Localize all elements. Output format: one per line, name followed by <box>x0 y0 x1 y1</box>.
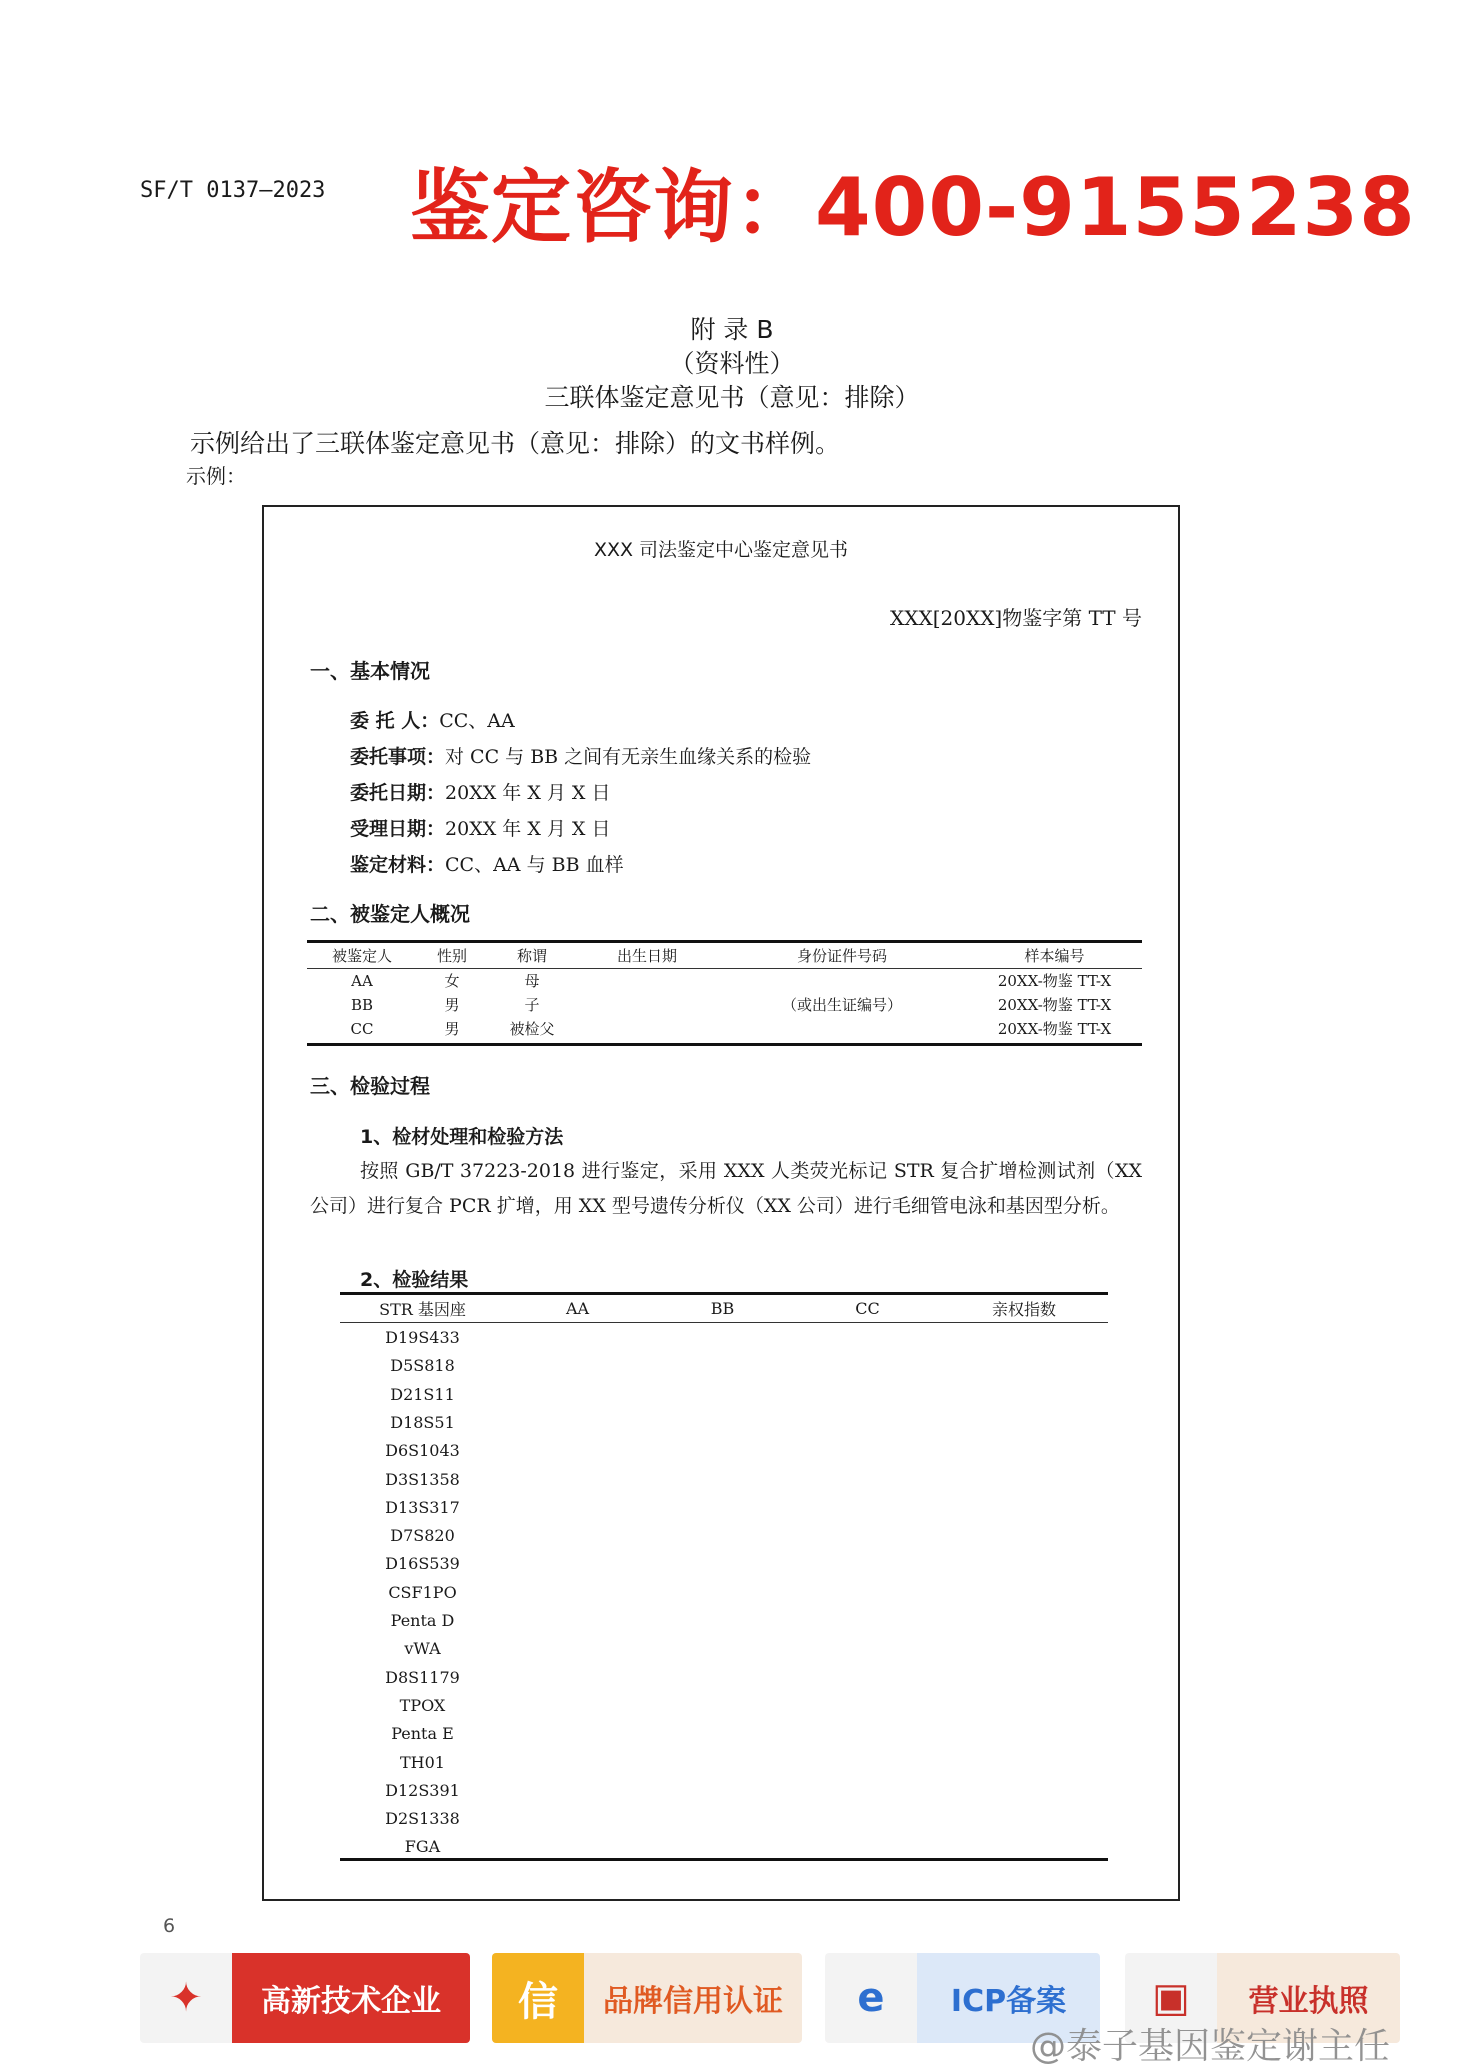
appendix-subtitle: 三联体鉴定意见书（意见：排除） <box>544 383 920 412</box>
str-locus: D18S51 <box>390 1412 455 1432</box>
field-label: 受理日期： <box>350 818 446 840</box>
field-value: 20XX 年 X 月 X 日 <box>445 818 611 840</box>
field-label: 委 托 人： <box>350 710 440 732</box>
str-table-header: 亲权指数 <box>940 1295 1108 1323</box>
basic-info-field <box>350 814 611 841</box>
str-locus: Penta E <box>391 1724 454 1744</box>
str-locus: D12S391 <box>385 1780 460 1800</box>
str-locus: D6S1043 <box>385 1441 460 1461</box>
badge-icon: ▣ <box>1125 1953 1217 2043</box>
field-value: 对 CC 与 BB 之间有无亲生血缘关系的检验 <box>445 746 812 768</box>
table-cell <box>717 969 967 994</box>
field-label: 委托事项： <box>350 746 446 768</box>
table-cell: 20XX-物鉴 TT-X <box>997 972 1112 990</box>
section-process: 三、检验过程 <box>310 1074 430 1098</box>
section-basic-info: 一、基本情况 <box>310 659 430 683</box>
str-table-header: STR 基因座 <box>340 1295 505 1323</box>
person-table-header: 性别 <box>417 943 487 969</box>
badge-label: 高新技术企业 <box>232 1953 470 2043</box>
table-cell: 男 <box>444 1020 460 1038</box>
doc-title: XXX 司法鉴定中心鉴定意见书 <box>593 539 849 561</box>
str-locus: D3S1358 <box>385 1469 460 1489</box>
example-label: 示例： <box>186 464 246 488</box>
section-persons: 二、被鉴定人概况 <box>310 902 470 926</box>
person-table-header: 身份证件号码 <box>717 943 967 969</box>
field-value: 20XX 年 X 月 X 日 <box>445 782 611 804</box>
table-cell: AA <box>351 972 373 990</box>
str-table-header: AA <box>505 1295 650 1323</box>
table-cell: 20XX-物鉴 TT-X <box>997 1020 1112 1038</box>
method-paragraph: 按照 GB/T 37223-2018 进行鉴定，采用 XXX 人类荧光标记 STR 复合扩增检测试剂（XX 公司）进行复合 PCR 扩增，用 XX 型号遗传分析仪（XX 公司）进行毛细管电泳和基因型分析。 <box>310 1160 1142 1217</box>
str-locus: D19S433 <box>385 1328 460 1347</box>
table-cell <box>717 1017 967 1041</box>
table-cell: （或出生证编号） <box>781 996 902 1014</box>
table-cell: 子 <box>524 996 540 1014</box>
basic-info-field <box>350 742 811 769</box>
table-cell: BB <box>350 996 374 1014</box>
field-label: 鉴定材料： <box>350 854 446 876</box>
str-locus: TPOX <box>399 1695 446 1715</box>
basic-info-field <box>350 706 515 733</box>
table-cell: 被检父 <box>509 1020 555 1038</box>
basic-info-field <box>350 850 624 877</box>
weibo-watermark: @泰子基因鉴定谢主任 <box>1030 2026 1391 2067</box>
table-bottom-rule <box>307 1043 1142 1046</box>
sub-result: 2、检验结果 <box>360 1269 469 1291</box>
str-locus: D7S820 <box>390 1526 455 1546</box>
appendix-title: 附 录 B <box>690 315 774 344</box>
str-table-header: CC <box>795 1295 940 1323</box>
str-locus: D13S317 <box>385 1497 460 1517</box>
consult-banner: 鉴定咨询：400-9155238 <box>410 161 1416 254</box>
field-value: CC、AA <box>439 710 515 732</box>
str-locus: D5S818 <box>390 1356 455 1376</box>
badge-label: 品牌信用认证 <box>584 1953 802 2043</box>
person-table-header: 出生日期 <box>577 943 717 969</box>
badge-icon: 信 <box>492 1953 584 2043</box>
table-row <box>307 969 1142 994</box>
str-locus: D21S11 <box>390 1384 455 1404</box>
page-number: 6 <box>163 1915 176 1937</box>
certification-badge <box>140 1953 470 2043</box>
badge-icon: ✦ <box>140 1953 232 2043</box>
table-row <box>307 993 1142 1017</box>
table-cell <box>577 969 717 994</box>
str-locus: Penta D <box>390 1611 455 1630</box>
field-value: CC、AA 与 BB 血样 <box>445 854 624 876</box>
person-table-header: 被鉴定人 <box>307 943 417 969</box>
person-table <box>307 943 1142 1041</box>
badge-icon: e <box>825 1953 917 2043</box>
table-cell <box>577 1017 717 1041</box>
certification-badge <box>492 1953 802 2043</box>
person-table-header: 样本编号 <box>967 943 1142 969</box>
table-row <box>307 1017 1142 1041</box>
table-cell: 男 <box>444 996 460 1014</box>
str-table <box>340 1295 1108 1323</box>
appendix-nature: （资料性） <box>669 349 795 378</box>
str-table-header: BB <box>650 1295 795 1323</box>
intro-text: 示例给出了三联体鉴定意见书（意见：排除）的文书样例。 <box>190 429 841 458</box>
str-locus: TH01 <box>400 1752 445 1772</box>
standard-number: SF/T 0137—2023 <box>140 178 326 203</box>
str-locus: FGA <box>404 1837 441 1857</box>
badge-label: ICP备案 <box>917 1953 1100 2043</box>
str-locus: CSF1PO <box>388 1582 457 1602</box>
table-cell: 女 <box>444 972 460 990</box>
str-locus: vWA <box>404 1639 441 1659</box>
sub-method: 1、检材处理和检验方法 <box>360 1126 564 1148</box>
table-cell: 母 <box>524 972 540 990</box>
str-locus: D8S1179 <box>385 1667 460 1687</box>
str-locus: D2S1338 <box>385 1809 460 1829</box>
doc-number: XXX[20XX]物鉴字第 TT 号 <box>889 606 1142 630</box>
field-label: 委托日期： <box>350 782 446 804</box>
badge-label: 营业执照 <box>1217 1953 1400 2043</box>
basic-info-field <box>350 778 611 805</box>
str-table-bottom-rule <box>340 1858 1108 1861</box>
table-cell: CC <box>350 1020 374 1038</box>
table-cell: 20XX-物鉴 TT-X <box>997 996 1112 1014</box>
table-cell <box>577 993 717 1017</box>
str-locus: D16S539 <box>385 1554 460 1574</box>
person-table-header: 称谓 <box>487 943 577 969</box>
